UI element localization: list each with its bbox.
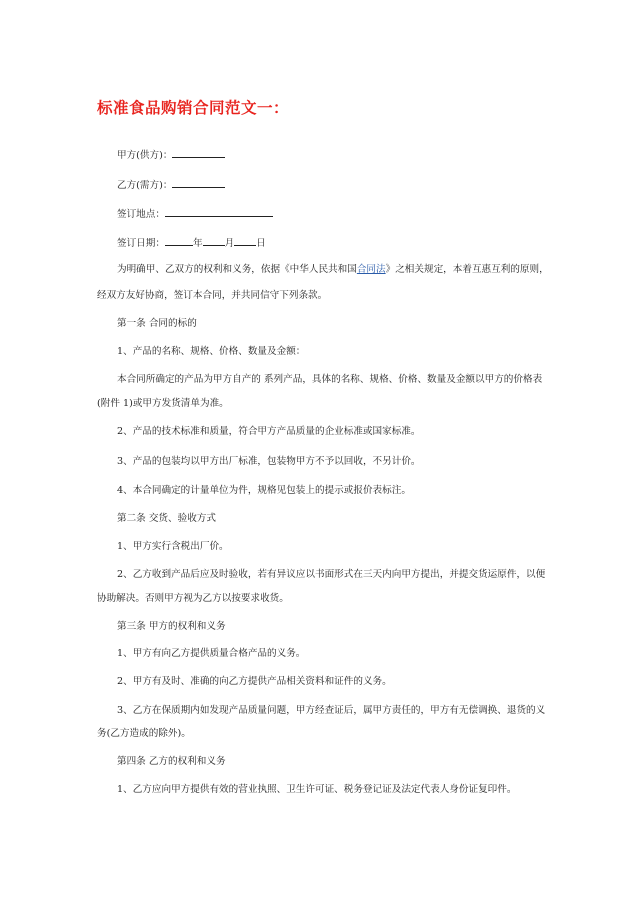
- year-blank: [165, 234, 193, 246]
- signing-place-field: [117, 204, 543, 226]
- day-blank: [234, 234, 256, 246]
- article-3-item-3-line-2: 务(乙方造成的除外)。: [97, 728, 191, 739]
- intro-line-1: [117, 259, 549, 281]
- party-a-blank: [172, 146, 225, 158]
- article-1-item-2: 2、产品的技术标准和质量，符合甲方产品质量的企业标准或国家标准。: [117, 426, 421, 437]
- document-title: 标准食品购销合同范文一：: [97, 98, 290, 117]
- year-label: 年: [192, 238, 203, 249]
- article-2-heading: 第二条 交货、验收方式: [117, 513, 216, 524]
- month-blank: [203, 234, 225, 246]
- article-2-item-1: 1、甲方实行含税出厂价。: [117, 541, 229, 552]
- signing-place-blank: [165, 205, 273, 217]
- article-2-item-2-line-2: 协助解决。否则甲方视为乙方以按要求收货。: [97, 593, 289, 604]
- signing-date-field: [117, 233, 543, 255]
- article-2-item-2-line-1: 2、乙方收到产品后应及时验收，若有异议应以书面形式在三天内向甲方提出，并提交货运原件，以便: [117, 569, 546, 580]
- signing-date-label: 签订日期：: [117, 238, 165, 249]
- party-a-field: [117, 145, 543, 167]
- party-b-field: [117, 175, 543, 197]
- article-1-heading: 第一条 合同的标的: [117, 318, 197, 329]
- intro-text-after-link: 》之相关规定，本着互惠互利的原则，: [385, 264, 549, 275]
- contract-law-link[interactable]: 合同法: [356, 264, 386, 275]
- article-3-heading: 第三条 甲方的权利和义务: [117, 621, 226, 632]
- article-1-item-3: 3、产品的包装均以甲方出厂标准，包装物甲方不予以回收，不另计价。: [117, 456, 421, 467]
- article-4-item-1: 1、乙方应向甲方提供有效的营业执照、卫生许可证、税务登记证及法定代表人身份证复印件。: [117, 784, 517, 795]
- intro-line-2: 经双方友好协商，签订本合同，并共同信守下列条款。: [97, 290, 328, 301]
- day-label: 日: [256, 238, 266, 249]
- month-label: 月: [224, 238, 235, 249]
- article-3-item-1: 1、甲方有向乙方提供质量合格产品的义务。: [117, 648, 306, 659]
- party-a-label: 甲方(供方)：: [117, 150, 173, 161]
- party-b-blank: [172, 176, 225, 188]
- signing-place-label: 签订地点：: [117, 209, 165, 220]
- article-1-desc-line-2: (附件 1)或甲方发货清单为准。: [97, 398, 229, 409]
- article-3-item-3-line-1: 3、乙方在保质期内如发现产品质量问题，甲方经查证后，属甲方责任的，甲方有无偿调换、退货的义: [117, 705, 546, 716]
- article-1-desc-line-1: 本合同所确定的产品为甲方自产的 系列产品，具体的名称、规格、价格、数量及金额以甲方的价格表: [117, 374, 543, 385]
- intro-text-before-link: 为明确甲、乙双方的权利和义务，依据《中华人民共和国: [117, 264, 357, 275]
- article-3-item-2: 2、甲方有及时、准确的向乙方提供产品相关资料和证件的义务。: [117, 676, 392, 687]
- party-b-label: 乙方(需方)：: [117, 180, 173, 191]
- article-1-item-4: 4、本合同确定的计量单位为件，规格见包装上的提示或报价表标注。: [117, 485, 411, 496]
- article-1-item-1: 1、产品的名称、规格、价格、数量及金额：: [117, 346, 306, 357]
- article-4-heading: 第四条 乙方的权利和义务: [117, 756, 226, 767]
